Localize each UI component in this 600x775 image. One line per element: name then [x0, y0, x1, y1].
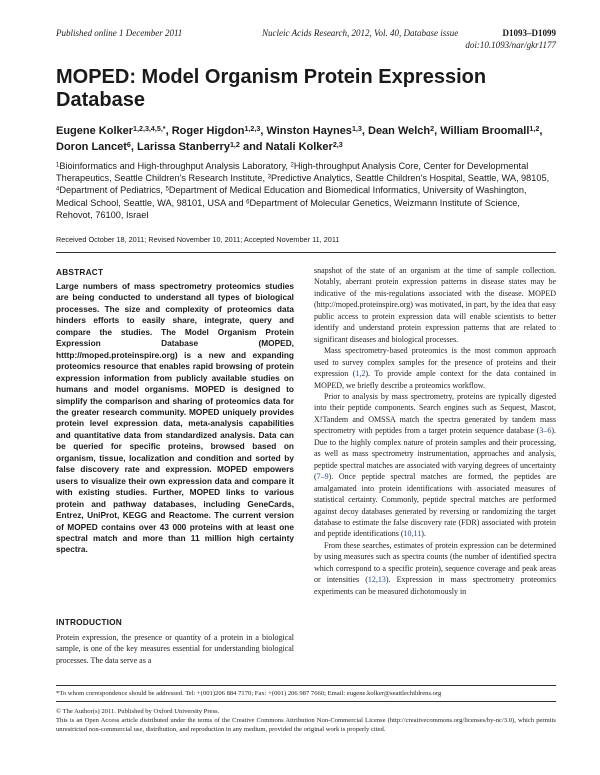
affiliation-text: Predictive Analytics, Seattle Children's Hospital, Seattle, WA, 98105, [270, 173, 550, 184]
affiliation-number: 2 [290, 162, 294, 169]
affiliation-number: 4 [56, 186, 60, 193]
header-divider [56, 252, 556, 253]
text-run: ). Due to the highly complex nature of protein samples and their processing, as well as mass spectrometry instrumentation, approaches and analysis, peptide spectral matches are associated with varying degrees of uncertainty ( [314, 426, 556, 482]
author-name: Larissa Stanberry [137, 141, 230, 153]
affiliation-text: High-throughput Analysis Core, Center for Developmental Therapeutics, Seattle Children's Research Institute, [56, 161, 529, 184]
affiliation-text: Bioinformatics and High-throughput Analysis Laboratory, [59, 161, 291, 171]
affiliation-number: 1 [56, 162, 60, 169]
author-affiliation-marker: 1,2,3,4,5,* [133, 124, 166, 133]
author-separator: and [239, 141, 266, 153]
author-separator: , [539, 125, 543, 137]
author-affiliation-marker: 2,3 [332, 140, 343, 149]
author-name: Winston Haynes [266, 125, 352, 137]
author-separator: , [165, 125, 172, 137]
footnote-divider [56, 701, 556, 702]
correspondence-note: *To whom correspondence should be addressed. Tel: +(001)206 884 7170; Fax: +(001) 206 987 7660; Email: eugene.kolker@seattlechildrens.org [56, 690, 442, 697]
text-run: From these searches, estimates of protein expression can be determined by using measures such as spectra counts (the number of identified spectra which correspond to a specific protein), sequence coverage and peak areas or intensities ( [314, 540, 556, 585]
author-name: William Broomall [440, 125, 530, 137]
author-affiliation-marker: 1,2 [229, 140, 240, 149]
text-run: ). [421, 529, 426, 539]
affiliations [56, 160, 556, 221]
author-name: Eugene Kolker [56, 125, 134, 137]
author-list [56, 123, 556, 155]
citation-link[interactable]: 3–6 [539, 426, 552, 436]
text-run: ). To provide ample context for the data contained in MOPED, we briefly describe a proteomics workflow. [314, 369, 557, 390]
citation-link[interactable]: 7–9 [316, 472, 329, 482]
author-affiliation-marker: 6 [126, 140, 131, 149]
paragraph-searches [314, 540, 556, 597]
author-name: Doron Lancet [56, 141, 127, 153]
affiliation-text: Department of Medical Education and Biomedical Informatics, University of Washington, Medical School, Seattle, WA, 98101, USA and [56, 185, 527, 208]
text-run: ). Expression in mass spectrometry proteomics experiments can be measured dichotomously in [314, 575, 556, 596]
journal-citation: Nucleic Acids Research, 2012, Vol. 40, Database issue [262, 28, 459, 38]
publication-date: Published online 1 December 2011 [56, 28, 183, 38]
affiliation-number: 5 [165, 186, 169, 193]
text-run: ). Once peptide spectral matches are formed, the peptides are amalgamated into protein identifications with associated measures of statistical certainty. Commonly, peptide spectral matches are performed against decoy databases generated by reversing or randomizing the target database to estimate the false discovery rate (FDR) associated with protein and peptide identifications ( [314, 472, 556, 539]
paragraph-snapshot: snapshot of the state of an organism at the time of sample collection. Notably, aberrant protein expression patterns in disease states may be indicative of the mis-regulations associated with the disease. MOPED (http://moped.proteinspire.org) was motivated, in part, by the idea that easy public access to protein expression data will enable scientists to better identify and understand protein expression patterns that are related to significant diseases and biological processes. [314, 266, 556, 344]
author-name: Roger Higdon [171, 125, 245, 137]
author-affiliation-marker: 1,2,3 [244, 124, 261, 133]
paragraph-mass-spec [314, 345, 556, 391]
abstract-heading: ABSTRACT [56, 267, 104, 277]
received-dates: Received October 18, 2011; Revised November 10, 2011; Accepted November 11, 2011 [56, 235, 340, 244]
author-name: Dean Welch [368, 125, 431, 137]
author-separator: , [361, 125, 368, 137]
citation-link[interactable]: 10,11 [403, 529, 422, 539]
copyright-note: © The Author(s) 2011. Published by Oxford University Press. [56, 708, 220, 715]
text-run: Mass spectrometry-based proteomics is the most common approach used to survey complex samples for the presence of proteins and their expression ( [314, 346, 556, 379]
affiliation-text: Department of Pediatrics, [59, 185, 166, 196]
citation-link[interactable]: 1,2 [355, 369, 366, 379]
right-column [314, 265, 556, 597]
citation-link[interactable]: 12,13 [367, 575, 386, 585]
author-affiliation-marker: 1,3 [351, 124, 362, 133]
introduction-text [56, 632, 294, 666]
article-title: MOPED: Model Organism Protein Expression Database [56, 66, 487, 111]
author-affiliation-marker: 2 [430, 124, 435, 133]
author-separator: , [434, 125, 441, 137]
text-run: Prior to analysis by mass spectrometry, proteins are typically digested into their peptide components. Search engines such as Sequest, Mascot, X!Tandem and OMSSA match the spectra generated by tandem mass spectrometry with peptides from a target protein sequence database ( [314, 391, 556, 436]
author-separator: , [260, 125, 267, 137]
paragraph-prior-analysis [314, 391, 556, 540]
footnote-divider [56, 685, 556, 686]
affiliation-number: 3 [267, 174, 271, 181]
intro-paragraph: Protein expression, the presence or quantity of a protein in a biological sample, is one of the key measures essential for understanding biological processes. The data serve as a [56, 633, 294, 665]
abstract-text: Large numbers of mass spectrometry proteomics studies are being conducted to understand all types of biological processes. The size and complexity of proteomics data hinders efforts to easily share, integrate, query and compare the studies. The Model Organism Protein Expression Database (MOPED, htttp://moped.proteinspire.org) is a new and expanding proteomics resource that enables rapid browsing of protein expression information from publicly available studies on humans and model organisms. MOPED is designed to simplify the comparison and sharing of proteomics data for the greater research community. MOPED uniquely provides protein level expression data, meta-analysis capabilities and quantitative data from standardized analysis. Data can be queried for specific proteins, browsed based on organism, tissue, localization and condition and sorted by false discovery rate and expression. MOPED empowers users to visualize their own expression data and compare it with existing studies. Further, MOPED links to various protein and pathway databases, including GeneCards, Entrez, UniProt, KEGG and Reactome. The current version of MOPED contains over 43 000 proteins with at least one spectral match and more than 11 million high certainty spectra. [56, 281, 294, 555]
affiliation-number: 6 [246, 198, 250, 205]
page-range: D1093–D1099 [502, 28, 556, 38]
doi[interactable]: doi:10.1093/nar/gkr1177 [465, 40, 556, 50]
license-note: This is an Open Access article distributed under the terms of the Creative Commons Attribution Non-Commercial License (http://creativecommons.org/licenses/by-nc/3.0), which permits unrestricted non-commercial use, distribution, and reproduction in any medium, provided the original work is properly cited. [56, 717, 556, 733]
author-affiliation-marker: 1,2 [529, 124, 540, 133]
author-name: Natali Kolker [265, 141, 333, 153]
author-separator: , [130, 141, 138, 153]
affiliation-text: Department of Molecular Genetics, Weizmann Institute of Science, Rehovot, 76100, Israel [56, 197, 520, 220]
introduction-heading: INTRODUCTION [56, 617, 123, 627]
